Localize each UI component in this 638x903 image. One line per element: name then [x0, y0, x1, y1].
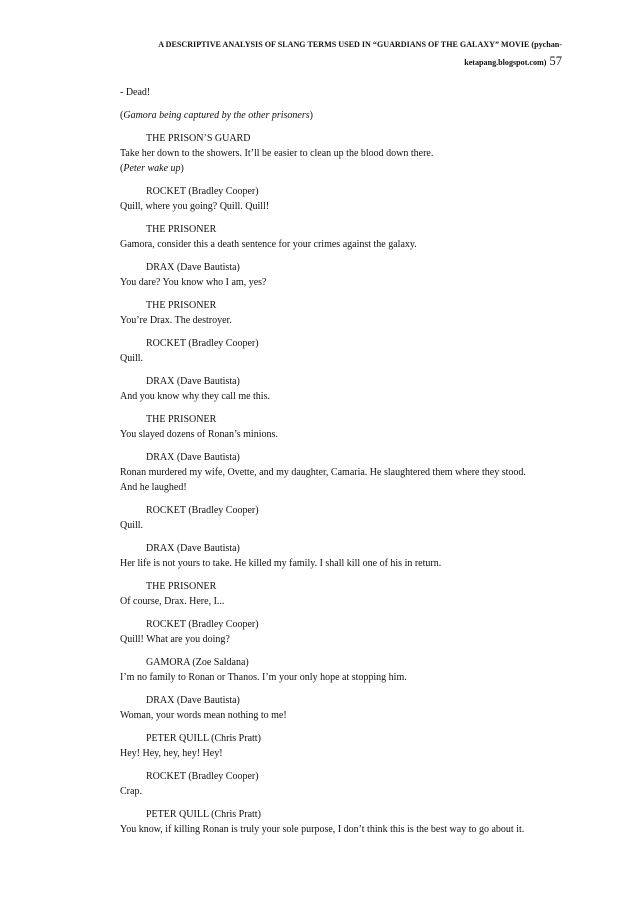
running-header: [110, 37, 562, 71]
speaker-name: PETER QUILL (Chris Pratt): [146, 733, 261, 744]
speaker-name: ROCKET (Bradley Cooper): [146, 771, 259, 782]
dialogue-line: Quill! What are you doing?: [120, 634, 230, 645]
stage-direction: (Gamora being captured by the other prisoners): [120, 110, 313, 121]
speaker-name: THE PRISONER: [146, 224, 217, 235]
speaker-name: DRAX (Dave Bautista): [146, 543, 240, 554]
speaker-name: DRAX (Dave Bautista): [146, 452, 240, 463]
speaker-name: THE PRISONER: [146, 414, 217, 425]
dialogue-line: Her life is not yours to take. He killed my family. I shall kill one of his in return.: [120, 558, 442, 569]
dialogue-line: Gamora, consider this a death sentence for your crimes against the galaxy.: [120, 239, 417, 250]
dialogue-line: You’re Drax. The destroyer.: [120, 315, 232, 326]
dialogue-line: I’m no family to Ronan or Thanos. I’m your only hope at stopping him.: [120, 672, 407, 683]
speaker-name: THE PRISONER: [146, 300, 217, 311]
speaker-name: ROCKET (Bradley Cooper): [146, 505, 259, 516]
speaker-name: PETER QUILL (Chris Pratt): [146, 809, 261, 820]
header-title-line2: [110, 53, 562, 71]
dialogue-line: Take her down to the showers. It’ll be easier to clean up the blood down there.: [120, 148, 434, 159]
dialogue-line: Crap.: [120, 786, 142, 797]
speaker-name: ROCKET (Bradley Cooper): [146, 338, 259, 349]
stage-direction: (Peter wake up): [120, 163, 184, 174]
speaker-name: THE PRISON’S GUARD: [146, 133, 251, 144]
speaker-name: GAMORA (Zoe Saldana): [146, 657, 249, 668]
script-body: [120, 85, 565, 837]
dialogue-line: You know, if killing Ronan is truly your sole purpose, I don’t think this is the best way to go about it.: [120, 824, 525, 835]
dialogue-line: Quill.: [120, 520, 144, 531]
dialogue-line: And you know why they call me this.: [120, 391, 270, 402]
speaker-name: THE PRISONER: [146, 581, 217, 592]
dialogue-line: Quill.: [120, 353, 144, 364]
speaker-name: ROCKET (Bradley Cooper): [146, 186, 259, 197]
dialogue-line: Woman, your words mean nothing to me!: [120, 710, 287, 721]
dialogue-line: Of course, Drax. Here, I...: [120, 596, 225, 607]
speaker-name: DRAX (Dave Bautista): [146, 376, 240, 387]
speaker-name: ROCKET (Bradley Cooper): [146, 619, 259, 630]
dialogue-line: Hey! Hey, hey, hey! Hey!: [120, 748, 223, 759]
dialogue-line: You dare? You know who I am, yes?: [120, 277, 267, 288]
dialogue-line: Quill, where you going? Quill. Quill!: [120, 201, 270, 212]
speaker-name: DRAX (Dave Bautista): [146, 695, 240, 706]
dialogue-line: And he laughed!: [120, 482, 187, 493]
opening-line: - Dead!: [120, 87, 151, 98]
page-number: 57: [549, 54, 562, 68]
dialogue-line: You slayed dozens of Ronan’s minions.: [120, 429, 278, 440]
header-source: ketapang.blogspot.com): [464, 58, 547, 67]
header-title-line1: A DESCRIPTIVE ANALYSIS OF SLANG TERMS USED IN “GUARDIANS OF THE GALAXY” MOVIE (pychan-: [158, 40, 562, 49]
speaker-name: DRAX (Dave Bautista): [146, 262, 240, 273]
dialogue-line: Ronan murdered my wife, Ovette, and my daughter, Camaria. He slaughtered them where they stood.: [120, 467, 526, 478]
